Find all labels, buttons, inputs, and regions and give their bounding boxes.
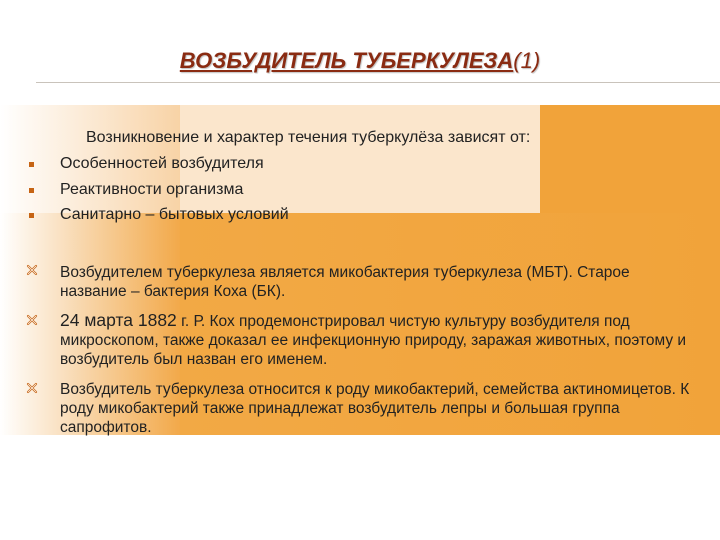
point-text bbox=[60, 311, 700, 369]
slide-title bbox=[0, 48, 720, 74]
square-bullet-icon bbox=[29, 162, 34, 167]
slide-title-main: ВОЗБУДИТЕЛЬ ТУБЕРКУЛЕЗА bbox=[179, 48, 514, 73]
cross-bullet-icon bbox=[26, 382, 38, 394]
intro-text: Возникновение и характер течения туберкулёза зависят от: bbox=[86, 129, 531, 146]
factor-text: Особенностей возбудителя bbox=[60, 155, 264, 172]
point-text: Возбудитель туберкулеза относится к роду микобактерий, семейства актиномицетов. К роду микобактерий также принадлежат возбудитель лепры и большая группа сапрофитов. bbox=[60, 381, 690, 436]
background-block-right-top bbox=[540, 105, 720, 213]
square-bullet-icon bbox=[29, 213, 34, 218]
title-divider bbox=[36, 82, 720, 83]
point-body: г. Р. Кох продемонстрировал чистую культуру возбудителя под микроскопом, также доказал ее инфекционную природу, заражая животных, поэтому и возбудитель был назван его именем. bbox=[60, 313, 687, 368]
square-bullet-icon bbox=[29, 188, 34, 193]
point-text: Возбудителем туберкулеза является микобактерия туберкулеза (МБТ). Старое название – бактерия Коха (БК). bbox=[60, 264, 630, 300]
factor-text: Санитарно – бытовых условий bbox=[60, 206, 289, 223]
point-lead-date: 24 марта 1882 bbox=[60, 310, 177, 330]
factor-text: Реактивности организма bbox=[60, 181, 244, 198]
cross-bullet-icon bbox=[26, 264, 38, 276]
slide-title-number: (1) bbox=[513, 48, 541, 73]
cross-bullet-icon bbox=[26, 314, 38, 326]
